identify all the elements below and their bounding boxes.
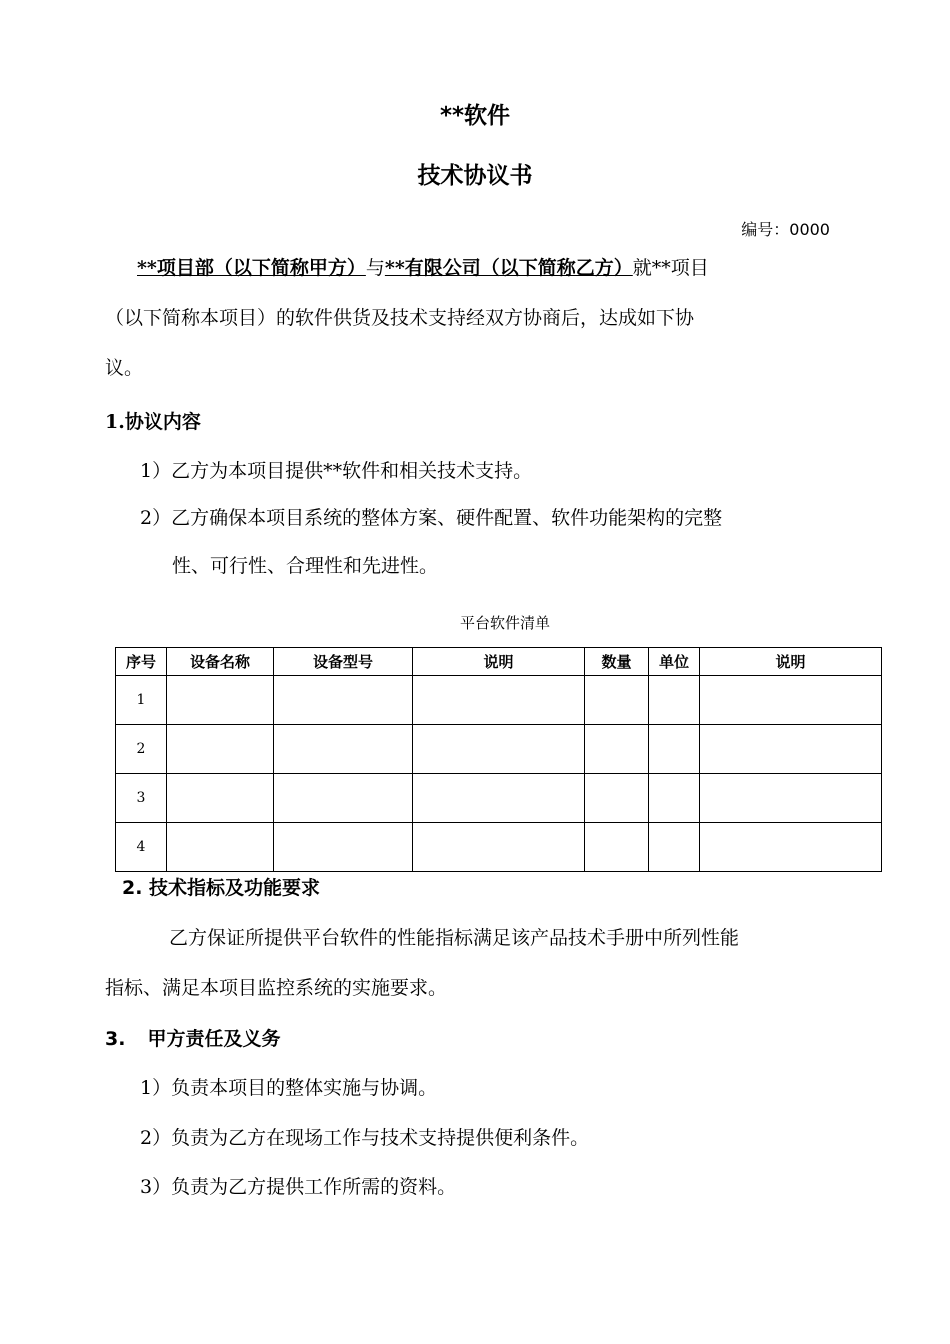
section1-heading: 1.协议内容	[105, 411, 201, 433]
col-header-device-model: 设备型号	[274, 648, 413, 676]
col-header-device-name: 设备名称	[167, 648, 274, 676]
table-cell	[700, 676, 882, 725]
section1-item-2	[140, 494, 840, 590]
table-cell	[649, 725, 700, 774]
section3-item-1: 1）负责本项目的整体实施与协调。	[140, 1077, 438, 1099]
section3-item-2: 2）负责为乙方在现场工作与技术支持提供便利条件。	[140, 1127, 590, 1149]
table-cell	[413, 823, 585, 872]
table-cell	[167, 725, 274, 774]
col-header-index: 序号	[116, 648, 167, 676]
col-header-remark: 说明	[700, 648, 882, 676]
section3-heading-text: 甲方责任及义务	[147, 1028, 281, 1050]
party-a: **项目部（以下简称甲方）	[137, 257, 366, 279]
intro-line-3: 议。	[105, 357, 144, 379]
section3-heading-number: 3.	[105, 1028, 126, 1050]
table-row	[116, 725, 882, 774]
intro-line-2: （以下简称本项目）的软件供货及技术支持经双方协商后，达成如下协	[105, 307, 695, 329]
col-header-quantity: 数量	[585, 648, 649, 676]
row-index: 1	[116, 676, 167, 725]
table-row	[116, 774, 882, 823]
table-cell	[700, 774, 882, 823]
col-header-unit: 单位	[649, 648, 700, 676]
intro-line-1	[105, 243, 845, 293]
section2-line-1: 乙方保证所提供平台软件的性能指标满足该产品技术手册中所列性能	[169, 927, 740, 949]
party-b: **有限公司（以下简称乙方）	[384, 257, 633, 279]
table-cell	[413, 676, 585, 725]
row-index: 2	[116, 725, 167, 774]
table-cell	[274, 725, 413, 774]
table-cell	[167, 774, 274, 823]
section2-heading: 2. 技术指标及功能要求	[122, 877, 321, 899]
table-cell	[413, 725, 585, 774]
table-cell	[167, 676, 274, 725]
table-cell	[585, 774, 649, 823]
table-cell	[700, 823, 882, 872]
intro-rest-1: 就**项目	[632, 257, 709, 279]
table-cell	[413, 774, 585, 823]
table-row	[116, 676, 882, 725]
table-cell	[167, 823, 274, 872]
doc-subtitle: 技术协议书	[417, 163, 533, 189]
doc-number: 编号：0000	[741, 220, 830, 239]
table-cell	[274, 823, 413, 872]
doc-title: **软件	[439, 103, 511, 129]
section3-heading	[105, 1024, 280, 1051]
table-row	[116, 823, 882, 872]
section2-line-2: 指标、满足本项目监控系统的实施要求。	[105, 977, 448, 999]
table-cell	[649, 676, 700, 725]
table-cell	[274, 774, 413, 823]
table-cell	[274, 676, 413, 725]
software-list-table	[115, 647, 882, 872]
connector-text: 与	[365, 257, 385, 279]
table-cell	[585, 676, 649, 725]
row-index: 3	[116, 774, 167, 823]
row-index: 4	[116, 823, 167, 872]
table-cell	[585, 725, 649, 774]
col-header-description: 说明	[413, 648, 585, 676]
table-cell	[700, 725, 882, 774]
intro-paragraph	[105, 243, 845, 393]
section1-item-2-line1: 2）乙方确保本项目系统的整体方案、硬件配置、软件功能架构的完整	[140, 507, 723, 529]
table-cell	[585, 823, 649, 872]
table-cell	[649, 823, 700, 872]
section1-item-1: 1）乙方为本项目提供**软件和相关技术支持。	[140, 460, 533, 482]
table-caption: 平台软件清单	[459, 614, 550, 632]
section3-item-3: 3）负责为乙方提供工作所需的资料。	[140, 1176, 457, 1198]
table-header-row	[116, 648, 882, 676]
section2-paragraph	[105, 913, 845, 1013]
table-cell	[649, 774, 700, 823]
section1-item-2-line2: 性、可行性、合理性和先进性。	[172, 555, 439, 577]
